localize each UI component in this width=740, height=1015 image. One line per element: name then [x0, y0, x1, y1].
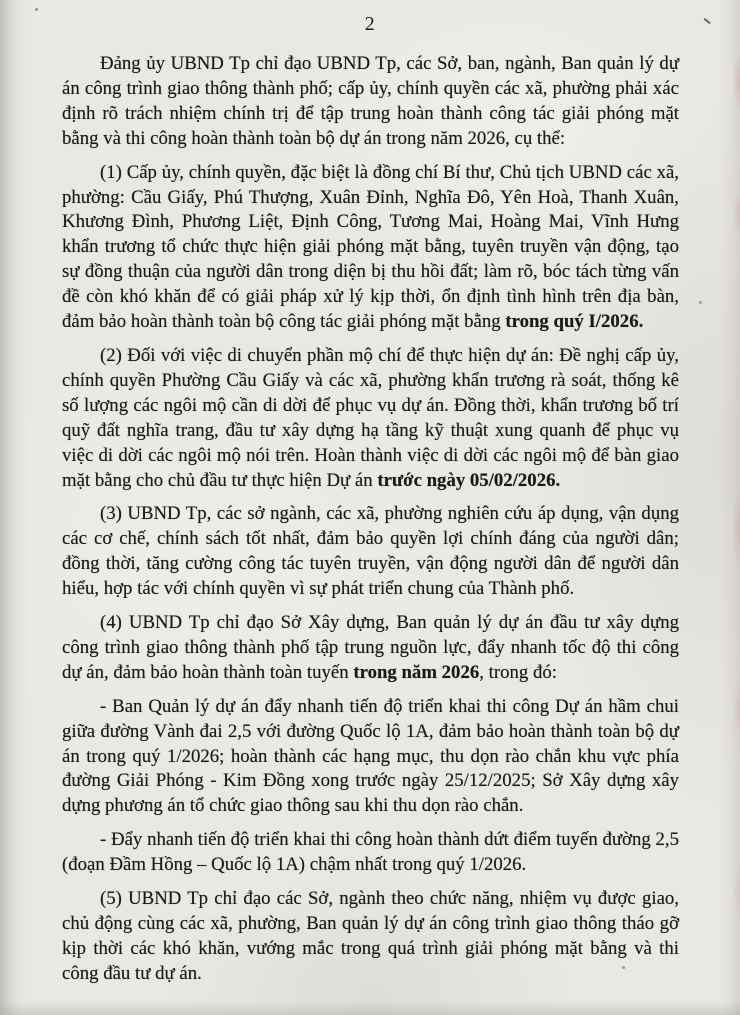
text-segment: (5) UBND Tp chỉ đạo các Sở, ngành theo chức năng, nhiệm vụ được giao, chủ động cùng các xã, phường, Ban quản lý dự án công trình giao thông tháo gỡ kịp thời các khó khăn, vướng mắc trong quá trình giải phóng mặt bằng và thi công đầu tư dự án. — [62, 888, 679, 984]
scan-smudge-strip — [729, 0, 740, 1015]
paragraph-2 — [62, 161, 679, 335]
paragraph-8 — [62, 887, 679, 987]
scan-shadow-right — [718, 0, 740, 1015]
paragraph-4 — [62, 502, 679, 602]
text-segment: (4) UBND Tp chỉ đạo Sở Xây dựng, Ban quản lý dự án đầu tư xây dựng công trình giao thông thành phố tập trung nguồn lực, đẩy nhanh tốc độ thi công dự án, đảm bảo hoàn thành toàn tuyến — [62, 612, 679, 683]
text-segment: (2) Đối với việc di chuyển phần mộ chí để thực hiện dự án: Đề nghị cấp ủy, chính quyền Phường Cầu Giấy và các xã, phường khẩn trương rà soát, thống kê số lượng các ngôi mộ cần di dời để phục vụ dự án. Đồng thời, khẩn trương bố trí quỹ đất nghĩa trang, đầu tư xây dựng hạ tầng kỹ thuật xung quanh để phục vụ việc di dời các ngôi mộ nói trên. Hoàn thành việc di dời các ngôi mộ để bàn giao mặt bằng cho chủ đầu tư thực hiện Dự án — [62, 344, 679, 491]
bold-text-segment: trong quý I/2026. — [505, 311, 644, 333]
text-segment: - Ban Quản lý dự án đẩy nhanh tiến độ triển khai thi công Dự án hầm chui giữa đường Vành đai 2,5 với đường Quốc lộ 1A, đảm bảo hoàn thành toàn bộ dự án trong quý 1/2026; hoàn thành các hạng mục, thu dọn rào chắn khu vực phía đường Giải Phóng - Kim Đồng xong trước ngày 25/12/2025; Sở Xây dựng xây dựng phương án tổ chức giao thông sau khi thu dọn rào chắn. — [62, 695, 679, 817]
text-segment: (3) UBND Tp, các sở ngành, các xã, phường nghiên cứu áp dụng, vận dụng các cơ chế, chính sách tốt nhất, đảm bảo quyền lợi chính đáng của người dân; đồng thời, tăng cường công tác tuyên truyền, vận động người dân để người dân hiểu, hợp tác với chính quyền vì sự phát triển chung của Thành phố. — [62, 503, 679, 600]
document-body — [62, 52, 679, 996]
paragraph-7 — [62, 828, 679, 878]
paragraph-1 — [62, 52, 679, 152]
scan-shadow-left — [0, 0, 30, 1015]
paragraph-5 — [62, 611, 679, 686]
text-segment: Đảng ủy UBND Tp chỉ đạo UBND Tp, các Sở, ban, ngành, Ban quản lý dự án công trình giao thông thành phố; cấp ủy, chính quyền các xã, phường phải xác định rõ trách nhiệm chính trị để tập trung hoàn thành công tác giải phóng mặt bằng và thi công hoàn thành toàn bộ dự án trong năm 2026, cụ thể: — [62, 53, 679, 149]
bold-text-segment: trong năm 2026 — [353, 661, 480, 683]
text-segment: , trong đó: — [479, 661, 557, 683]
page-number: 2 — [364, 13, 376, 35]
text-segment: - Đẩy nhanh tiến độ triển khai thi công hoàn thành dứt điểm tuyến đường 2,5 (đoạn Đầm Hồng – Quốc lộ 1A) chậm nhất trong quý 1/2026. — [62, 829, 679, 876]
bold-text-segment: trước ngày 05/02/2026. — [377, 469, 561, 491]
scan-mark-dot — [35, 8, 38, 11]
text-segment: (1) Cấp ủy, chính quyền, đặc biệt là đồng chí Bí thư, Chủ tịch UBND các xã, phường: Cầu Giấy, Phú Thượng, Xuân Đỉnh, Nghĩa Đô, Yên Hoà, Thanh Xuân, Khương Đình, Phương Liệt, Định Công, Tương Mai, Hoàng Mai, Vĩnh Hưng khẩn trương tổ chức thực hiện giải phóng mặt bằng, tuyên truyền vận động, tạo sự đồng thuận của người dân trong diện bị thu hồi đất; làm rõ, bóc tách từng vấn đề còn khó khăn để có giải pháp xử lý kịp thời, ổn định tình hình trên địa bàn, đảm bảo hoàn thành toàn bộ công tác giải phóng mặt bằng — [62, 161, 679, 333]
scan-shadow-bottom — [0, 1001, 740, 1015]
paragraph-6 — [62, 695, 679, 820]
scan-mark-dot — [699, 301, 702, 304]
paragraph-3 — [62, 344, 679, 493]
